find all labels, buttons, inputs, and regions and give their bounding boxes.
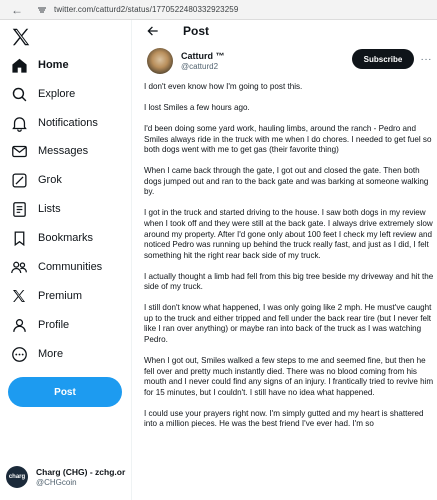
post-header [133,20,437,42]
sidebar-item-lists[interactable] [0,195,130,223]
sidebar-item-label: Communities [38,261,103,273]
tweet-paragraph: I got in the truck and started driving to the house. I saw both dogs in my review when I took off and they were still at the back gate. I always drive extremely slow around my property. After I'd gone only about 100 feet I check my left review and noticed Pedro was running up behind the truck really fast, and just as I did, I felt something hit the right rear back side of my truck. [144,208,433,260]
bell-icon [9,113,29,133]
sidebar-item-label: Notifications [38,117,98,129]
browser-address-bar[interactable] [0,0,437,20]
tweet-author [147,46,432,76]
sidebar-item-label: Bookmarks [38,232,94,244]
bookmark-icon [9,228,29,248]
person-icon [9,315,29,335]
envelope-icon [9,141,29,161]
subscribe-button[interactable]: Subscribe [352,49,414,69]
tweet-paragraph: When I came back through the gate, I got out and closed the gate. Then both dogs jumped out and ran to the back gate and was barking at someone walking by. [144,166,429,197]
communities-icon [9,257,29,277]
sidebar-item-communities[interactable] [0,253,130,281]
tweet-paragraph: I lost Smiles a few hours ago. [144,102,250,112]
tweet-paragraph: I actually thought a limb had fell from this big tree beside my driveway and hit the side of my truck. [144,271,434,292]
sidebar-item-label: Grok [38,174,62,186]
sidebar-item-label: Messages [38,145,89,157]
account-display-name: Charg (CHG) - zchg.or [36,467,126,477]
sidebar-item-label: Premium [38,290,83,302]
sidebar-item-grok[interactable] [0,166,130,194]
browser-back-icon[interactable]: ← [11,2,23,17]
search-icon [9,84,29,104]
more-options-icon[interactable]: ··· [420,54,432,65]
tweet-paragraph: I'd been doing some yard work, hauling limbs, around the ranch - Pedro and Smiles always ride in the truck with me when I do chores. I needed to get fuel so both dogs went with me to get gas (their favorite thing) [144,123,432,155]
sidebar-item-notifications[interactable] [0,109,130,137]
sidebar-item-label: Lists [38,203,61,215]
x-logo-icon[interactable] [10,26,32,48]
page-title: Post [183,24,210,38]
sidebar-item-label: Home [38,59,69,71]
post-detail-column [133,20,437,500]
more-circle-icon [9,344,29,364]
sidebar-item-explore[interactable] [0,80,130,108]
site-info-icon[interactable] [36,4,48,16]
sidebar-item-home[interactable] [0,51,130,79]
sidebar-item-bookmarks[interactable] [0,224,130,252]
grok-icon [9,170,29,190]
author-avatar[interactable] [147,48,173,74]
author-handle[interactable]: @catturd2 [181,62,219,71]
avatar: charg [6,466,28,488]
back-arrow-icon[interactable] [146,24,160,38]
x-logo-icon [9,286,29,306]
author-display-name[interactable]: Catturd ™ [181,51,225,61]
home-icon [9,55,29,75]
tweet-paragraph: I could use your prayers right now. I'm simply gutted and my heart is shattered into a million pieces. He was the best friend I've ever had. I'm so [144,408,424,429]
list-icon [9,199,29,219]
account-switcher[interactable] [6,460,130,494]
sidebar-item-premium[interactable] [0,282,130,310]
sidebar-item-label: Profile [38,319,70,331]
sidebar-item-more[interactable] [0,340,130,368]
sidebar-item-label: Explore [38,88,76,100]
tweet-paragraph: I don't even know how I'm going to post this. [144,82,303,91]
account-handle: @CHGcoin [36,478,77,487]
tweet-text [144,82,434,440]
sidebar-item-label: More [38,348,64,360]
tweet-paragraph: When I got out, Smiles walked a few steps to me and seemed fine, but then he fell over and pretty much instantly died. There was no blood coming from his mouth and I never could find any signs of an injury. I frantically tried to revive him for 15 minutes, but I couldn't. I still have no idea what happened. [144,356,434,397]
sidebar-item-messages[interactable] [0,137,130,165]
post-button[interactable]: Post [8,377,122,407]
url-text[interactable]: twitter.com/catturd2/status/1770522480332923259 [54,5,239,14]
tweet-paragraph: I still don't know what happened, I was only going like 2 mph. He must've caught up to the truck and either tripped and fell under the back rear tire (but I never felt like I ran over anything) or maybe ran into back of the truck as I was watching Pedro. [144,303,432,345]
sidebar-item-profile[interactable] [0,311,130,339]
left-sidebar [0,20,132,500]
